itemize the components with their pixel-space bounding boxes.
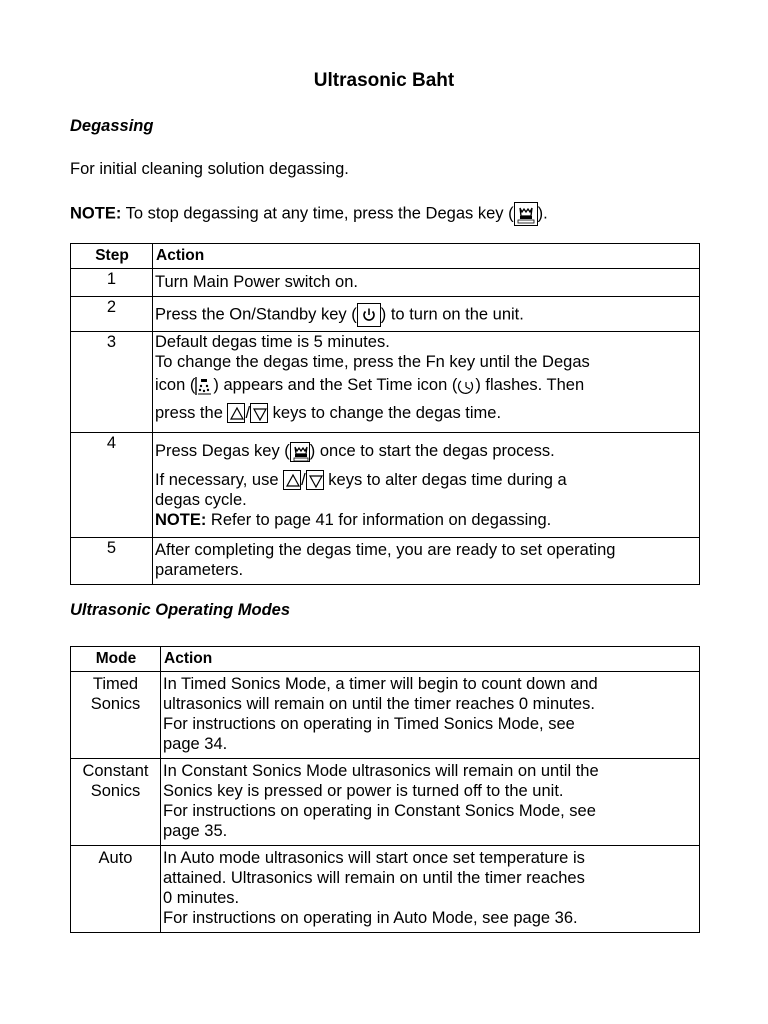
table-row <box>71 433 700 538</box>
mode-action: In Auto mode ultrasonics will start once set temperature is attained. Ultrasonics will remain on until the timer reaches 0 minutes. For instructions on operating in Auto Mode, see page 36. <box>161 846 700 933</box>
mode-action: In Constant Sonics Mode ultrasonics will remain on until the Sonics key is pressed or power is turned off to the unit. For instructions on operating in Constant Sonics Mode, see page 35. <box>161 759 700 846</box>
degas-icon <box>514 202 538 226</box>
mode-name: Auto <box>71 846 161 933</box>
table-row <box>71 297 700 332</box>
mode-name: Timed Sonics <box>71 672 161 759</box>
up-arrow-icon <box>283 470 301 490</box>
step-number: 5 <box>71 538 153 585</box>
step-number: 3 <box>71 332 153 433</box>
step-action: Press the On/Standby key ( ) to turn on the unit. <box>153 297 700 332</box>
down-arrow-icon <box>306 470 324 490</box>
step-number: 2 <box>71 297 153 332</box>
step-action: After completing the degas time, you are ready to set operating parameters. <box>153 538 700 585</box>
table-row <box>71 846 700 933</box>
step-number: 1 <box>71 269 153 297</box>
table-row <box>71 332 700 433</box>
note-label: NOTE: <box>70 204 122 223</box>
column-header-mode: Mode <box>71 647 161 672</box>
table-header-row <box>71 244 700 269</box>
mode-name: Constant Sonics <box>71 759 161 846</box>
steps-table <box>70 243 700 585</box>
mode-action: In Timed Sonics Mode, a timer will begin to count down and ultrasonics will remain on until the timer reaches 0 minutes. For instructions on operating in Timed Sonics Mode, see page 34. <box>161 672 700 759</box>
modes-heading: Ultrasonic Operating Modes <box>70 601 291 619</box>
step-action: Press Degas key ( ) once to start the degas process. If necessary, use / keys to alter degas time during a degas cycle. NOTE: Refer to page 41 for information on degassing. <box>153 433 700 538</box>
degassing-intro: For initial cleaning solution degassing. <box>70 160 349 178</box>
page-title: Ultrasonic Baht <box>313 70 455 91</box>
table-row <box>71 538 700 585</box>
column-header-action: Action <box>153 244 700 269</box>
note-label: NOTE: <box>155 511 207 530</box>
table-row <box>71 269 700 297</box>
degassing-note: NOTE: To stop degassing at any time, press the Degas key ( ). <box>70 202 548 226</box>
power-icon <box>357 303 381 327</box>
set-time-icon <box>457 376 475 396</box>
up-arrow-icon <box>227 403 245 423</box>
step-action: Default degas time is 5 minutes. To change the degas time, press the Fn key until the Degas icon ( ) appears and the Set Time icon ( ) flashes. Then press the / keys to change the degas time. <box>153 332 700 433</box>
degassing-heading: Degassing <box>70 117 154 135</box>
step-number: 4 <box>71 433 153 538</box>
degas-icon <box>290 442 310 462</box>
step-action: Turn Main Power switch on. <box>153 269 700 297</box>
modes-table <box>70 646 700 933</box>
table-header-row <box>71 647 700 672</box>
column-header-step: Step <box>71 244 153 269</box>
table-row <box>71 672 700 759</box>
degas-indicator-icon <box>195 376 213 396</box>
table-row <box>71 759 700 846</box>
column-header-action: Action <box>161 647 700 672</box>
down-arrow-icon <box>250 403 268 423</box>
